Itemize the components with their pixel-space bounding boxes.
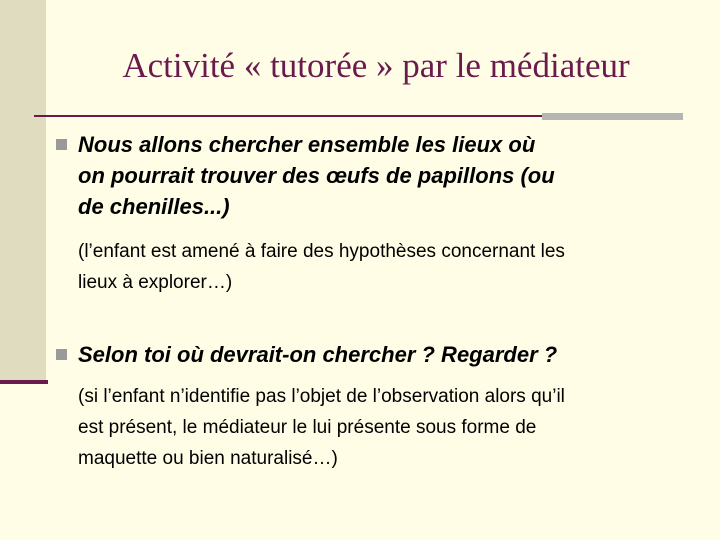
title-underline-grey-segment [542,113,683,120]
bullet-2-sub-line-1: (si l’enfant n’identifie pas l’objet de l’observation alors qu’il [78,386,565,407]
bullet-2-line-1: Selon toi où devrait-on chercher ? Regarder ? [78,342,558,367]
bullet-2-sub-line-3: maquette ou bien naturalisé…) [78,448,338,469]
bullet-1-line-3: de chenilles...) [78,194,230,219]
bullet-1-text [78,129,555,222]
bullet-2-text [78,339,557,370]
bullet-2-subtext [78,381,565,474]
bullet-1-line-2: on pourrait trouver des œufs de papillons (ou [78,163,555,188]
bullet-1-sub-line-1: (l’enfant est amené à faire des hypothèses concernant les [78,241,565,262]
bullet-1-subtext [78,236,565,298]
bullet-square-icon [56,139,67,150]
left-bar-accent-line [0,380,48,384]
bullet-1-sub-line-2: lieux à explorer…) [78,272,233,293]
bullet-1-line-1: Nous allons chercher ensemble les lieux où [78,132,536,157]
left-decorative-bar [0,0,46,380]
title-underline [34,115,542,117]
bullet-square-icon [56,349,67,360]
slide-title: Activité « tutorée » par le médiateur [122,46,630,85]
bullet-2-sub-line-2: est présent, le médiateur le lui présente sous forme de [78,417,537,438]
